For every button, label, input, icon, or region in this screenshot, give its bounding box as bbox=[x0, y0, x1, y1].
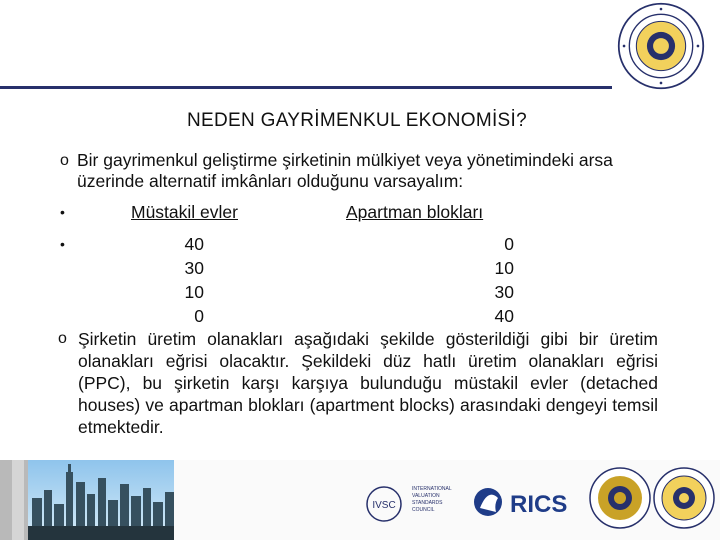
footer-band bbox=[0, 460, 720, 540]
col1-value: 10 bbox=[184, 282, 204, 302]
ivsc-line: INTERNATIONAL bbox=[412, 486, 452, 492]
col1-value: 0 bbox=[194, 306, 204, 326]
ivsc-line: STANDARDS bbox=[412, 500, 443, 506]
col2-value: 30 bbox=[494, 282, 514, 302]
rics-label: RICS bbox=[510, 491, 568, 518]
intro-marker: o bbox=[60, 152, 69, 169]
intro-paragraph bbox=[60, 150, 660, 192]
col1-value: 40 bbox=[184, 234, 204, 254]
bullet-values: • bbox=[60, 236, 65, 252]
header-rule bbox=[0, 86, 612, 89]
explanation-marker: o bbox=[58, 330, 67, 347]
ankara-universitesi-seal-icon bbox=[652, 466, 716, 530]
ivsc-logo-icon bbox=[364, 468, 464, 534]
col2-header: Apartman blokları bbox=[346, 202, 484, 222]
col1-header: Müstakil evler bbox=[131, 202, 238, 222]
ivsc-line: VALUATION bbox=[412, 493, 440, 499]
footer-gray-strip-light bbox=[12, 460, 24, 540]
city-skyline-icon bbox=[28, 460, 174, 540]
ivsc-line: COUNCIL bbox=[412, 507, 435, 513]
col1-value: 30 bbox=[184, 258, 204, 278]
col2-value: 10 bbox=[494, 258, 514, 278]
explanation-text: Şirketin üretim olanakları aşağıdaki şekilde gösterildiği gibi bir üretim olanakları eğrisi olacaktır. Şekildeki düz hatlı üretim olanakları eğrisi (PPC), bu şirketin karşı karşıya bulunduğu müstakil evler (detached houses) ve apartman blokları (apartment blocks) arasındaki dengeyi temsil etmektedir. bbox=[78, 329, 658, 437]
col2-value: 0 bbox=[504, 234, 514, 254]
intro-text: Bir gayrimenkul geliştirme şirketinin mülkiyet veya yönetimindeki arsa üzerinde alternatif imkânları olduğunu varsayalım: bbox=[77, 150, 613, 191]
explanation-paragraph bbox=[58, 328, 658, 438]
bullet-headers: • bbox=[60, 204, 65, 220]
rics-lion-icon bbox=[466, 468, 582, 534]
ankara-seal-gold-icon bbox=[588, 466, 652, 530]
col2-value: 40 bbox=[494, 306, 514, 326]
page-title: NEDEN GAYRİMENKUL EKONOMİSİ? bbox=[187, 110, 527, 131]
ankara-universitesi-seal-icon bbox=[617, 2, 705, 90]
ivsc-label: IVSC bbox=[372, 500, 396, 511]
